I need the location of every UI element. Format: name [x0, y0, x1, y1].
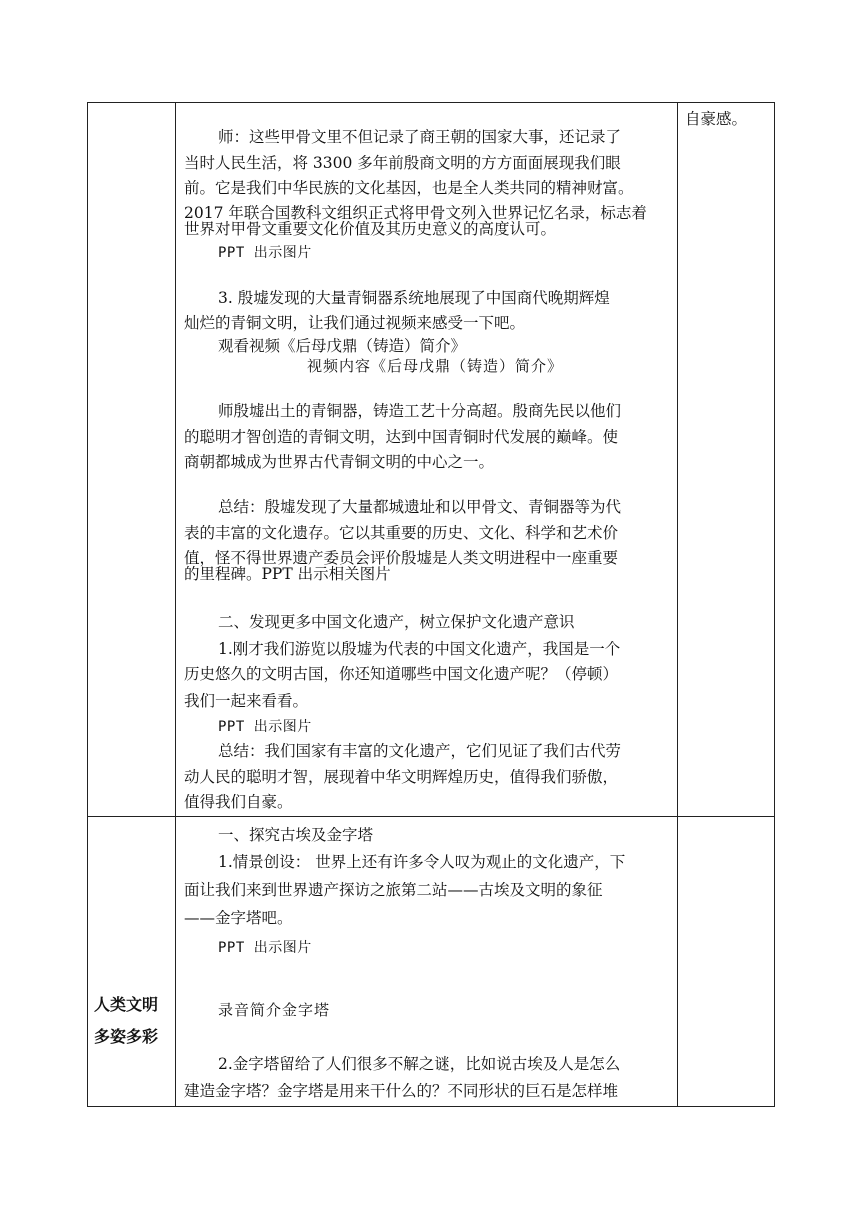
video-caption: 视频内容《后母戊鼎（铸造）简介》	[307, 357, 564, 375]
paragraph-line: 面让我们来到世界遗产探访之旅第二站——古埃及文明的象征	[184, 881, 603, 899]
paragraph-line: 的聪明才智创造的青铜文明，达到中国青铜时代发展的巅峰。使	[184, 428, 619, 446]
paragraph-line: 的里程碑。PPT 出示相关图片	[184, 565, 391, 583]
paragraph-line: 商朝都城成为世界古代青铜文明的中心之一。	[184, 453, 495, 471]
table-col-divider-2	[677, 102, 678, 1107]
paragraph-line: 当时人民生活，将 3300 多年前殷商文明的方方面面展现我们眼	[184, 154, 621, 172]
section-label-line-2: 多姿多彩	[94, 1027, 159, 1046]
paragraph-line: 历史悠久的文明古国，你还知道哪些中国文化遗产呢？（停顿）	[184, 665, 619, 683]
paragraph-line: 灿烂的青铜文明，让我们通过视频来感受一下吧。	[184, 314, 526, 332]
audio-caption: 录音简介金字塔	[218, 1001, 331, 1019]
section-heading: 二、发现更多中国文化遗产，树立保护文化遗产意识	[218, 613, 575, 631]
paragraph-line: ——金字塔吧。	[184, 909, 293, 927]
paragraph-line: 世界对甲骨文重要文化价值及其历史意义的高度认可。	[184, 220, 557, 238]
paragraph-line: 总结：殷墟发现了大量都城遗址和以甲骨文、青铜器等为代	[218, 498, 622, 516]
paragraph-line: 动人民的聪明才智，展现着中华文明辉煌历史，值得我们骄傲，	[184, 768, 619, 786]
table-col-divider-1	[175, 102, 176, 1107]
ppt-note: PPT 出示图片	[218, 940, 312, 956]
paragraph-line: 值，怪不得世界遗产委员会评价殷墟是人类文明进程中一座重要	[184, 549, 619, 567]
paragraph-line: 总结：我们国家有丰富的文化遗产，它们见证了我们古代劳	[218, 742, 622, 760]
section-label-line-1: 人类文明	[94, 995, 159, 1014]
paragraph-line: 值得我们自豪。	[184, 793, 293, 811]
paragraph-line: 1.情景创设： 世界上还有许多令人叹为观止的文化遗产，下	[218, 853, 626, 871]
right-note: 自豪感。	[685, 110, 748, 128]
table-right-border	[774, 102, 775, 1107]
paragraph-line: 2017 年联合国教科文组织正式将甲骨文列入世界记忆名录，标志着	[184, 204, 647, 222]
paragraph-line: 2.金字塔留给了人们很多不解之谜，比如说古埃及人是怎么	[218, 1055, 621, 1073]
paragraph-line: 观看视频《后母戊鼎（铸造）简介》	[218, 337, 467, 355]
table-row-divider	[87, 816, 775, 817]
paragraph-line: 表的丰富的文化遗存。它以其重要的历史、文化、科学和艺术价	[184, 524, 619, 542]
paragraph-line: 我们一起来看看。	[184, 692, 309, 710]
paragraph-line: 3. 殷墟发现的大量青铜器系统地展现了中国商代晚期辉煌	[218, 289, 610, 307]
paragraph-line: 师：这些甲骨文里不但记录了商王朝的国家大事，还记录了	[218, 128, 622, 146]
paragraph-line: 1.刚才我们游览以殷墟为代表的中国文化遗产，我国是一个	[218, 640, 621, 658]
ppt-note: PPT 出示图片	[218, 245, 312, 261]
table-top-border	[87, 102, 775, 103]
ppt-note: PPT 出示图片	[218, 719, 312, 735]
paragraph-line: 建造金字塔？金字塔是用来干什么的？不同形状的巨石是怎样堆	[184, 1082, 619, 1100]
paragraph-line: 前。它是我们中华民族的文化基因，也是全人类共同的精神财富。	[184, 179, 634, 197]
paragraph-line: 师殷墟出土的青铜器，铸造工艺十分高超。殷商先民以他们	[218, 402, 622, 420]
table-bottom-border	[87, 1106, 775, 1107]
section-heading: 一、探究古埃及金字塔	[218, 826, 374, 844]
table-left-border	[87, 102, 88, 1107]
